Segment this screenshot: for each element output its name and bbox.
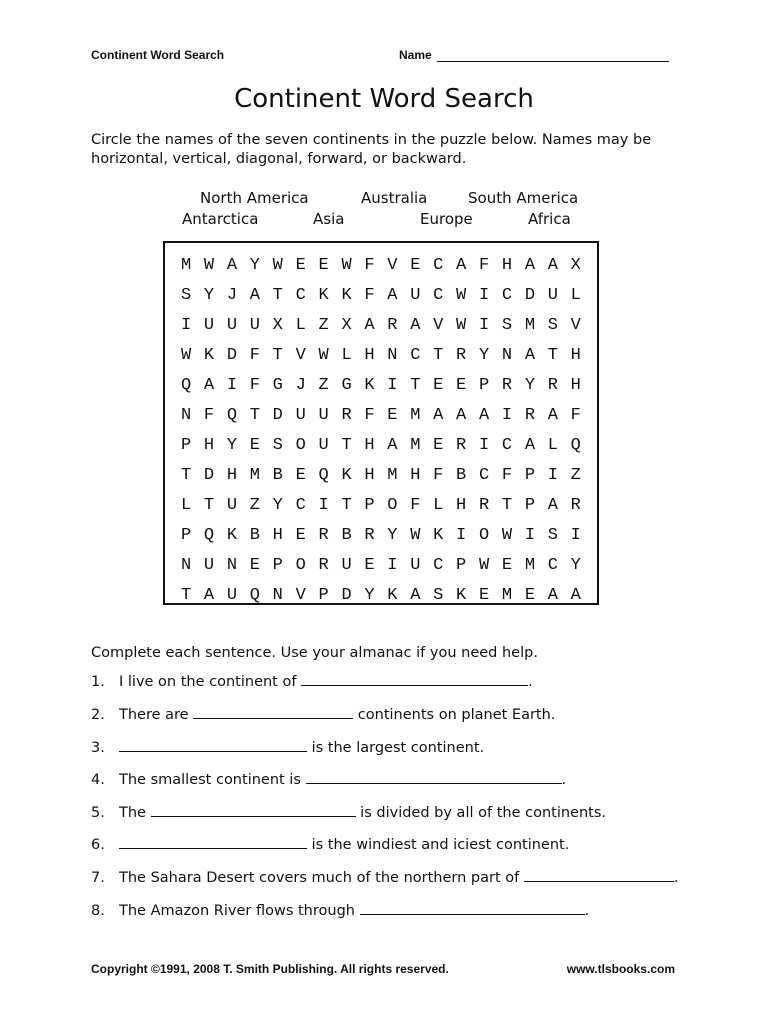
grid-letter[interactable]: U (547, 286, 558, 305)
answer-blank[interactable] (524, 867, 674, 882)
grid-row (173, 551, 589, 581)
grid-letter[interactable]: Y (249, 256, 260, 275)
grid-letter[interactable]: H (410, 466, 421, 485)
grid-letter[interactable]: I (501, 406, 513, 425)
answer-blank[interactable] (360, 900, 585, 915)
grid-letter[interactable]: N (387, 346, 398, 365)
grid-letter[interactable]: I (387, 556, 398, 575)
grid-letter[interactable]: A (456, 406, 467, 425)
grid-letter[interactable]: Z (249, 496, 260, 515)
grid-letter[interactable]: T (547, 346, 558, 365)
grid-letter[interactable]: Y (478, 346, 490, 365)
question-number: 2. (91, 707, 105, 723)
grid-letter[interactable]: M (249, 466, 260, 485)
grid-letter[interactable]: U (318, 406, 329, 425)
grid-row (173, 401, 589, 431)
grid-letter[interactable]: W (318, 346, 329, 365)
grid-letter[interactable]: A (547, 406, 558, 425)
grid-letter[interactable]: R (387, 316, 398, 335)
grid-letter[interactable]: A (433, 406, 444, 425)
grid-letter[interactable]: C (410, 346, 421, 365)
grid-letter[interactable]: K (203, 346, 215, 365)
question-number: 1. (91, 674, 105, 690)
grid-letter[interactable]: A (203, 586, 215, 605)
grid-letter[interactable]: Z (318, 316, 329, 335)
grid-letter[interactable]: U (410, 556, 421, 575)
grid-letter[interactable]: Y (226, 436, 238, 455)
grid-letter[interactable]: E (501, 556, 513, 575)
grid-letter[interactable]: W (272, 256, 283, 275)
answer-blank[interactable] (193, 704, 353, 719)
grid-letter[interactable]: B (249, 526, 260, 545)
grid-letter[interactable]: U (203, 316, 215, 335)
grid-letter[interactable]: T (180, 466, 192, 485)
grid-letter[interactable]: R (341, 406, 352, 425)
grid-letter[interactable]: V (570, 316, 581, 335)
grid-letter[interactable]: H (272, 526, 283, 545)
grid-letter[interactable]: E (249, 556, 260, 575)
grid-letter[interactable]: F (364, 406, 375, 425)
question-8 (91, 900, 589, 919)
grid-letter[interactable]: E (295, 526, 306, 545)
grid-letter[interactable]: X (570, 256, 581, 275)
grid-letter[interactable]: S (501, 316, 513, 335)
question-text: The smallest continent is (119, 772, 306, 788)
grid-letter[interactable]: X (272, 316, 283, 335)
answer-blank[interactable] (119, 834, 307, 849)
word-bank-item: Australia (361, 189, 428, 207)
page-title: Continent Word Search (234, 84, 534, 114)
grid-letter[interactable]: B (272, 466, 283, 485)
grid-letter[interactable]: T (433, 346, 444, 365)
grid-letter[interactable]: A (364, 316, 375, 335)
grid-letter[interactable]: K (456, 586, 467, 605)
grid-letter[interactable]: H (364, 436, 375, 455)
grid-letter[interactable]: L (570, 286, 581, 305)
grid-letter[interactable]: A (547, 586, 558, 605)
grid-letter[interactable]: H (570, 376, 581, 395)
grid-letter[interactable]: T (272, 346, 283, 365)
grid-letter[interactable]: F (433, 466, 444, 485)
grid-letter[interactable]: T (249, 406, 260, 425)
question-text: is divided by all of the continents. (355, 805, 606, 821)
grid-letter[interactable]: T (501, 496, 513, 515)
grid-row (173, 581, 589, 611)
grid-letter[interactable]: I (478, 436, 490, 455)
grid-letter[interactable]: W (341, 256, 352, 275)
grid-letter[interactable]: A (226, 256, 238, 275)
grid-row (173, 311, 589, 341)
grid-letter[interactable]: E (249, 436, 260, 455)
grid-letter[interactable]: D (341, 586, 352, 605)
grid-letter[interactable]: U (249, 316, 260, 335)
grid-row (173, 251, 589, 281)
grid-letter[interactable]: R (478, 496, 490, 515)
answer-blank[interactable] (119, 737, 307, 752)
grid-letter[interactable]: E (295, 256, 306, 275)
grid-letter[interactable]: F (570, 406, 581, 425)
grid-letter[interactable]: N (180, 406, 192, 425)
grid-letter[interactable]: L (341, 346, 352, 365)
question-1 (91, 671, 533, 690)
grid-letter[interactable]: S (547, 316, 558, 335)
grid-letter[interactable]: Q (180, 376, 192, 395)
grid-letter[interactable]: R (456, 436, 467, 455)
grid-letter[interactable]: J (295, 376, 306, 395)
grid-letter[interactable]: M (410, 436, 421, 455)
grid-letter[interactable]: I (547, 466, 558, 485)
grid-row (173, 431, 589, 461)
question-2 (91, 704, 555, 723)
grid-letter[interactable]: K (364, 376, 375, 395)
grid-letter[interactable]: W (180, 346, 192, 365)
question-text: continents on planet Earth. (353, 707, 556, 723)
grid-letter[interactable]: M (524, 316, 536, 335)
grid-letter[interactable]: U (226, 586, 238, 605)
name-label: Name (399, 48, 432, 62)
grid-letter[interactable]: I (226, 376, 238, 395)
grid-letter[interactable]: O (295, 556, 306, 575)
grid-letter[interactable]: U (226, 316, 238, 335)
grid-letter[interactable]: Y (570, 556, 581, 575)
grid-letter[interactable]: Q (570, 436, 581, 455)
grid-letter[interactable]: P (456, 556, 467, 575)
grid-letter[interactable]: K (341, 466, 352, 485)
grid-row (173, 491, 589, 521)
grid-letter[interactable]: I (478, 286, 490, 305)
name-blank (437, 49, 669, 62)
grid-letter[interactable]: E (478, 586, 490, 605)
grid-letter[interactable]: U (318, 436, 329, 455)
grid-letter[interactable]: C (433, 256, 444, 275)
grid-letter[interactable]: J (226, 286, 238, 305)
complete-instructions: Complete each sentence. Use your almanac if you need help. (91, 645, 538, 661)
grid-letter[interactable]: Q (249, 586, 260, 605)
grid-letter[interactable]: D (226, 346, 238, 365)
question-text: The Sahara Desert covers much of the northern part of (119, 870, 524, 886)
grid-letter[interactable]: K (433, 526, 444, 545)
grid-letter[interactable]: F (249, 346, 260, 365)
grid-letter[interactable]: N (501, 346, 513, 365)
grid-letter[interactable]: P (364, 496, 375, 515)
grid-letter[interactable]: W (501, 526, 513, 545)
question-text: . (673, 870, 679, 886)
grid-letter[interactable]: Q (226, 406, 238, 425)
question-5 (91, 802, 606, 821)
grid-letter[interactable]: N (180, 556, 192, 575)
grid-letter[interactable]: B (456, 466, 467, 485)
grid-letter[interactable]: C (547, 556, 558, 575)
word-bank-item: Europe (420, 210, 473, 228)
grid-letter[interactable]: I (478, 316, 490, 335)
grid-letter[interactable]: C (295, 496, 306, 515)
grid-letter[interactable]: H (501, 256, 513, 275)
grid-letter[interactable]: E (433, 436, 444, 455)
word-bank-item: North America (200, 189, 309, 207)
grid-letter[interactable]: M (387, 466, 398, 485)
grid-letter[interactable]: C (501, 286, 513, 305)
grid-letter[interactable]: E (364, 556, 375, 575)
grid-letter[interactable]: I (180, 316, 192, 335)
grid-letter[interactable]: R (364, 526, 375, 545)
grid-letter[interactable]: O (478, 526, 490, 545)
question-text: is the windiest and iciest continent. (307, 837, 570, 853)
grid-letter[interactable]: S (547, 526, 558, 545)
answer-blank[interactable] (306, 769, 562, 784)
question-7 (91, 867, 678, 886)
grid-letter[interactable]: E (433, 376, 444, 395)
grid-letter[interactable]: D (203, 466, 215, 485)
grid-letter[interactable]: Y (524, 376, 536, 395)
grid-letter[interactable]: D (524, 286, 536, 305)
grid-letter[interactable]: I (387, 376, 398, 395)
grid-row (173, 371, 589, 401)
header-worksheet-title: Continent Word Search (91, 48, 225, 62)
grid-letter[interactable]: A (410, 316, 421, 335)
grid-letter[interactable]: A (249, 286, 260, 305)
grid-letter[interactable]: R (318, 526, 329, 545)
grid-letter[interactable]: A (387, 286, 398, 305)
grid-letter[interactable]: N (272, 586, 283, 605)
question-number: 6. (91, 837, 105, 853)
grid-letter[interactable]: U (410, 286, 421, 305)
grid-letter[interactable]: A (524, 256, 536, 275)
question-6 (91, 834, 569, 853)
grid-letter[interactable]: W (456, 316, 467, 335)
footer-website: www.tlsbooks.com (566, 962, 675, 976)
word-bank-item: Antarctica (182, 210, 259, 228)
question-text: . (584, 903, 590, 919)
instructions: Circle the names of the seven continents in the puzzle below. Names may be horizontal, vertical, diagonal, forward, or backward. (91, 132, 652, 167)
grid-letter[interactable]: M (180, 256, 192, 275)
question-text: . (561, 772, 567, 788)
grid-letter[interactable]: Y (203, 286, 215, 305)
answer-blank[interactable] (151, 802, 356, 817)
grid-letter[interactable]: C (433, 286, 444, 305)
grid-letter[interactable]: F (410, 496, 421, 515)
grid-letter[interactable]: F (249, 376, 260, 395)
grid-letter[interactable]: W (456, 286, 467, 305)
question-text: There are (119, 707, 194, 723)
word-bank-item: South America (468, 189, 579, 207)
grid-letter[interactable]: P (524, 496, 536, 515)
grid-letter[interactable]: I (524, 526, 536, 545)
grid-letter[interactable]: W (410, 526, 421, 545)
grid-letter[interactable]: O (387, 496, 398, 515)
grid-letter[interactable]: X (341, 316, 352, 335)
grid-letter[interactable]: A (547, 256, 558, 275)
grid-letter[interactable]: Y (272, 496, 283, 515)
grid-letter[interactable]: F (203, 406, 215, 425)
question-number: 5. (91, 805, 105, 821)
grid-letter[interactable]: I (570, 526, 581, 545)
grid-letter[interactable]: R (570, 496, 581, 515)
grid-letter[interactable]: P (524, 466, 536, 485)
grid-letter[interactable]: I (456, 526, 467, 545)
question-number: 7. (91, 870, 105, 886)
grid-letter[interactable]: Q (318, 466, 329, 485)
grid-letter[interactable]: C (501, 436, 513, 455)
grid-letter[interactable]: Q (203, 526, 215, 545)
grid-letter[interactable]: M (501, 586, 513, 605)
grid-letter[interactable]: U (341, 556, 352, 575)
grid-letter[interactable]: C (478, 466, 490, 485)
grid-letter[interactable]: K (318, 286, 329, 305)
question-3 (91, 737, 484, 756)
grid-letter[interactable]: S (433, 586, 444, 605)
grid-letter[interactable]: U (203, 556, 215, 575)
word-bank-item: Africa (528, 210, 571, 228)
word-search-grid (163, 241, 599, 605)
grid-letter[interactable]: E (524, 586, 536, 605)
answer-blank[interactable] (301, 671, 528, 686)
grid-letter[interactable]: Z (318, 376, 329, 395)
question-text: is the largest continent. (307, 740, 485, 756)
grid-letter[interactable]: E (387, 406, 398, 425)
grid-letter[interactable]: H (203, 436, 215, 455)
grid-letter[interactable]: O (295, 436, 306, 455)
grid-letter[interactable]: R (547, 376, 558, 395)
grid-letter[interactable]: L (295, 316, 306, 335)
name-field (399, 48, 669, 62)
grid-letter[interactable]: T (180, 586, 192, 605)
grid-letter[interactable]: H (364, 466, 375, 485)
grid-letter[interactable]: T (410, 376, 421, 395)
grid-letter[interactable]: T (341, 436, 352, 455)
grid-letter[interactable]: H (570, 346, 581, 365)
grid-letter[interactable]: F (364, 256, 375, 275)
grid-letter[interactable]: H (456, 496, 467, 515)
grid-letter[interactable]: A (410, 586, 421, 605)
grid-letter[interactable]: G (272, 376, 283, 395)
grid-letter[interactable]: C (433, 556, 444, 575)
grid-letter[interactable]: V (295, 586, 306, 605)
question-number: 8. (91, 903, 105, 919)
grid-letter[interactable]: V (387, 256, 398, 275)
grid-letter[interactable]: R (318, 556, 329, 575)
grid-letter[interactable]: Z (570, 466, 581, 485)
grid-letter[interactable]: R (456, 346, 467, 365)
grid-letter[interactable]: I (318, 496, 329, 515)
grid-letter[interactable]: D (272, 406, 283, 425)
question-4 (91, 769, 566, 788)
grid-letter[interactable]: L (180, 496, 192, 515)
grid-letter[interactable]: L (547, 436, 558, 455)
grid-letter[interactable]: T (272, 286, 283, 305)
grid-letter[interactable]: R (524, 406, 536, 425)
grid-letter[interactable]: B (341, 526, 352, 545)
grid-letter[interactable]: E (318, 256, 329, 275)
word-bank-item: Asia (313, 210, 345, 228)
grid-letter[interactable]: A (524, 436, 536, 455)
grid-letter[interactable]: A (478, 406, 490, 425)
grid-letter[interactable]: U (226, 496, 238, 515)
grid-letter[interactable]: V (433, 316, 444, 335)
grid-letter[interactable]: A (547, 496, 558, 515)
grid-letter[interactable]: P (318, 586, 329, 605)
grid-letter[interactable]: H (364, 346, 375, 365)
grid-letter[interactable]: A (570, 586, 581, 605)
grid-row (173, 461, 589, 491)
grid-letter[interactable]: H (226, 466, 238, 485)
grid-letter[interactable]: C (295, 286, 306, 305)
grid-letter[interactable]: W (203, 256, 215, 275)
question-number: 4. (91, 772, 105, 788)
grid-letter[interactable]: N (226, 556, 238, 575)
grid-letter[interactable]: M (410, 406, 421, 425)
grid-row (173, 341, 589, 371)
grid-row (173, 521, 589, 551)
grid-letter[interactable]: V (295, 346, 306, 365)
grid-letter[interactable]: T (203, 496, 215, 515)
grid-letter[interactable]: T (341, 496, 352, 515)
grid-letter[interactable]: R (501, 376, 513, 395)
grid-letter[interactable]: G (341, 376, 352, 395)
grid-letter[interactable]: Y (387, 526, 398, 545)
question-text: The Amazon River flows through (119, 903, 360, 919)
grid-letter[interactable]: A (524, 346, 536, 365)
grid-letter[interactable]: K (387, 586, 398, 605)
grid-letter[interactable]: F (364, 286, 375, 305)
question-text: I live on the continent of (119, 674, 302, 690)
grid-letter[interactable]: K (341, 286, 352, 305)
grid-letter[interactable]: A (456, 256, 467, 275)
grid-letter[interactable]: K (226, 526, 238, 545)
grid-letter[interactable]: Y (364, 586, 375, 605)
grid-letter[interactable]: P (478, 376, 490, 395)
question-text: . (528, 674, 533, 690)
grid-letter[interactable]: A (203, 376, 215, 395)
grid-letter[interactable]: F (501, 466, 513, 485)
grid-letter[interactable]: E (410, 256, 421, 275)
grid-letter[interactable]: P (272, 556, 283, 575)
question-number: 3. (91, 740, 105, 756)
grid-letter[interactable]: A (387, 436, 398, 455)
grid-letter[interactable]: E (456, 376, 467, 395)
grid-letter[interactable]: L (433, 496, 444, 515)
grid-letter[interactable]: F (478, 256, 490, 275)
grid-letter[interactable]: S (272, 436, 283, 455)
question-text: The (119, 805, 151, 821)
grid-letter[interactable]: W (478, 556, 490, 575)
grid-letter[interactable]: M (524, 556, 536, 575)
grid-letter[interactable]: P (180, 436, 192, 455)
grid-row (173, 281, 589, 311)
grid-letter[interactable]: P (180, 526, 192, 545)
grid-letter[interactable]: U (295, 406, 306, 425)
footer-copyright: Copyright ©1991, 2008 T. Smith Publishing. All rights reserved. (91, 962, 449, 976)
grid-letter[interactable]: S (180, 286, 192, 305)
grid-letter[interactable]: E (295, 466, 306, 485)
